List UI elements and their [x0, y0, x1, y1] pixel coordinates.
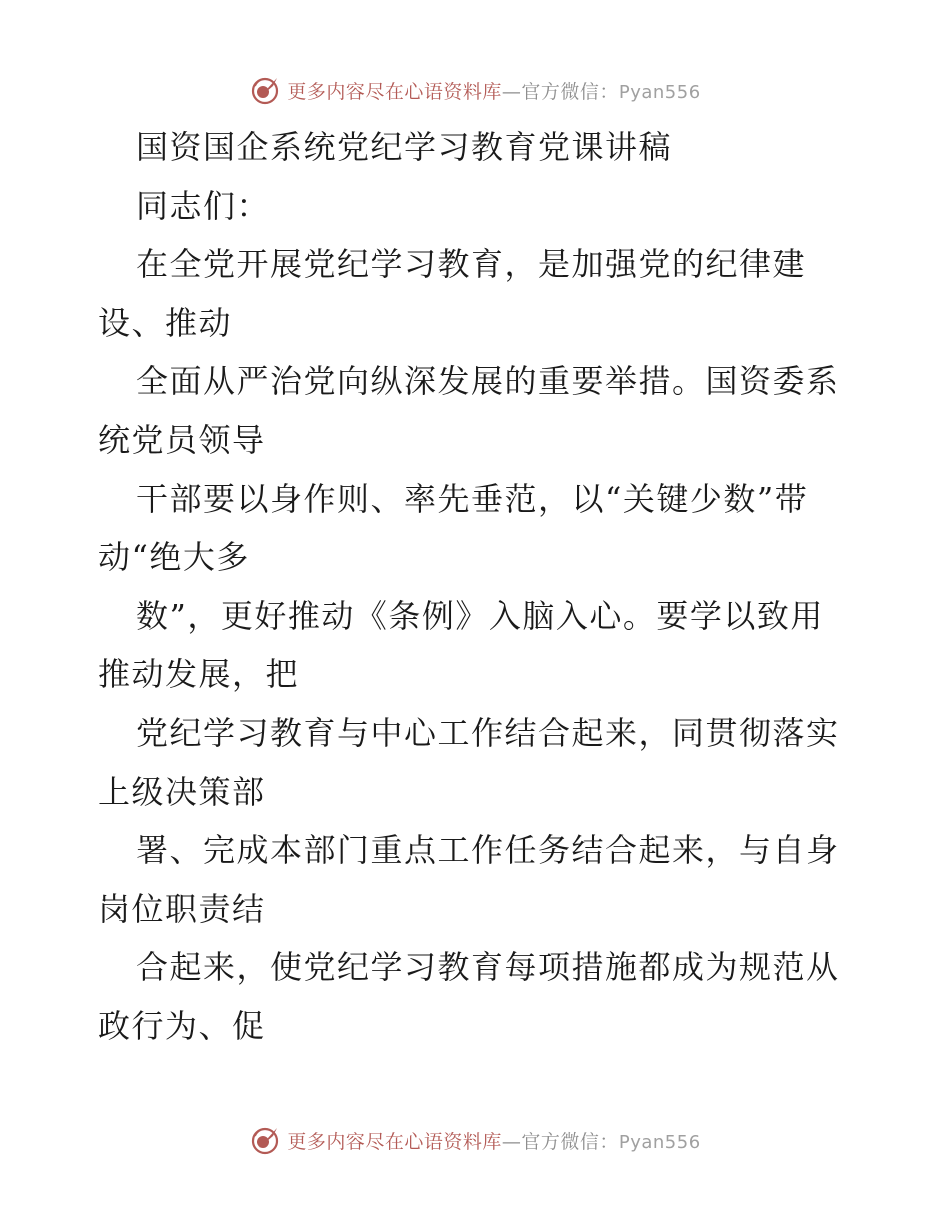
document-title: 国资国企系统党纪学习教育党课讲稿 — [136, 128, 673, 166]
header-watermark — [0, 70, 950, 110]
watermark-separator: — — [501, 1130, 522, 1153]
watermark-wechat-label: 官方微信： — [521, 80, 619, 103]
paragraph-line: 在全党开展党纪学习教育，是加强党的纪律建 — [136, 245, 807, 284]
watermark-text — [287, 1127, 700, 1154]
watermark-wechat-label: 官方微信： — [521, 1130, 619, 1153]
paragraph-line: 设、推动 — [98, 303, 233, 342]
greeting: 同志们： — [136, 186, 271, 225]
paragraph-line: 党纪学习教育与中心工作结合起来，同贯彻落实 — [136, 713, 840, 752]
watermark-wechat-id: Pyan556 — [618, 81, 701, 103]
paragraph-line: 数”，更好推动《条例》入脑入心。要学以致用 — [136, 596, 824, 635]
watermark-text — [287, 77, 700, 104]
quill-circle-logo-icon — [249, 74, 281, 106]
watermark-site: 更多内容尽在心语资料库 — [287, 1130, 502, 1153]
paragraph-line: 统党员领导 — [98, 420, 266, 459]
watermark-site: 更多内容尽在心语资料库 — [287, 80, 502, 103]
paragraph-line: 干部要以身作则、率先垂范，以“关键少数”带 — [136, 479, 809, 518]
paragraph-line: 岗位职责结 — [98, 889, 266, 928]
paragraph-line: 推动发展，把 — [98, 655, 300, 694]
quill-circle-logo-icon — [249, 1124, 281, 1156]
paragraph-line: 政行为、促 — [98, 1006, 266, 1045]
paragraph-line: 动“绝大多 — [98, 538, 250, 577]
document-body — [98, 118, 858, 1056]
watermark-separator: — — [501, 80, 522, 103]
paragraph-line: 全面从严治党向纵深发展的重要举措。国资委系 — [136, 362, 840, 401]
watermark-wechat-id: Pyan556 — [618, 1131, 701, 1153]
paragraph-line: 合起来，使党纪学习教育每项措施都成为规范从 — [136, 948, 840, 987]
footer-watermark — [0, 1120, 950, 1160]
paragraph-line: 上级决策部 — [98, 772, 266, 811]
paragraph-line: 署、完成本部门重点工作任务结合起来，与自身 — [136, 831, 840, 870]
